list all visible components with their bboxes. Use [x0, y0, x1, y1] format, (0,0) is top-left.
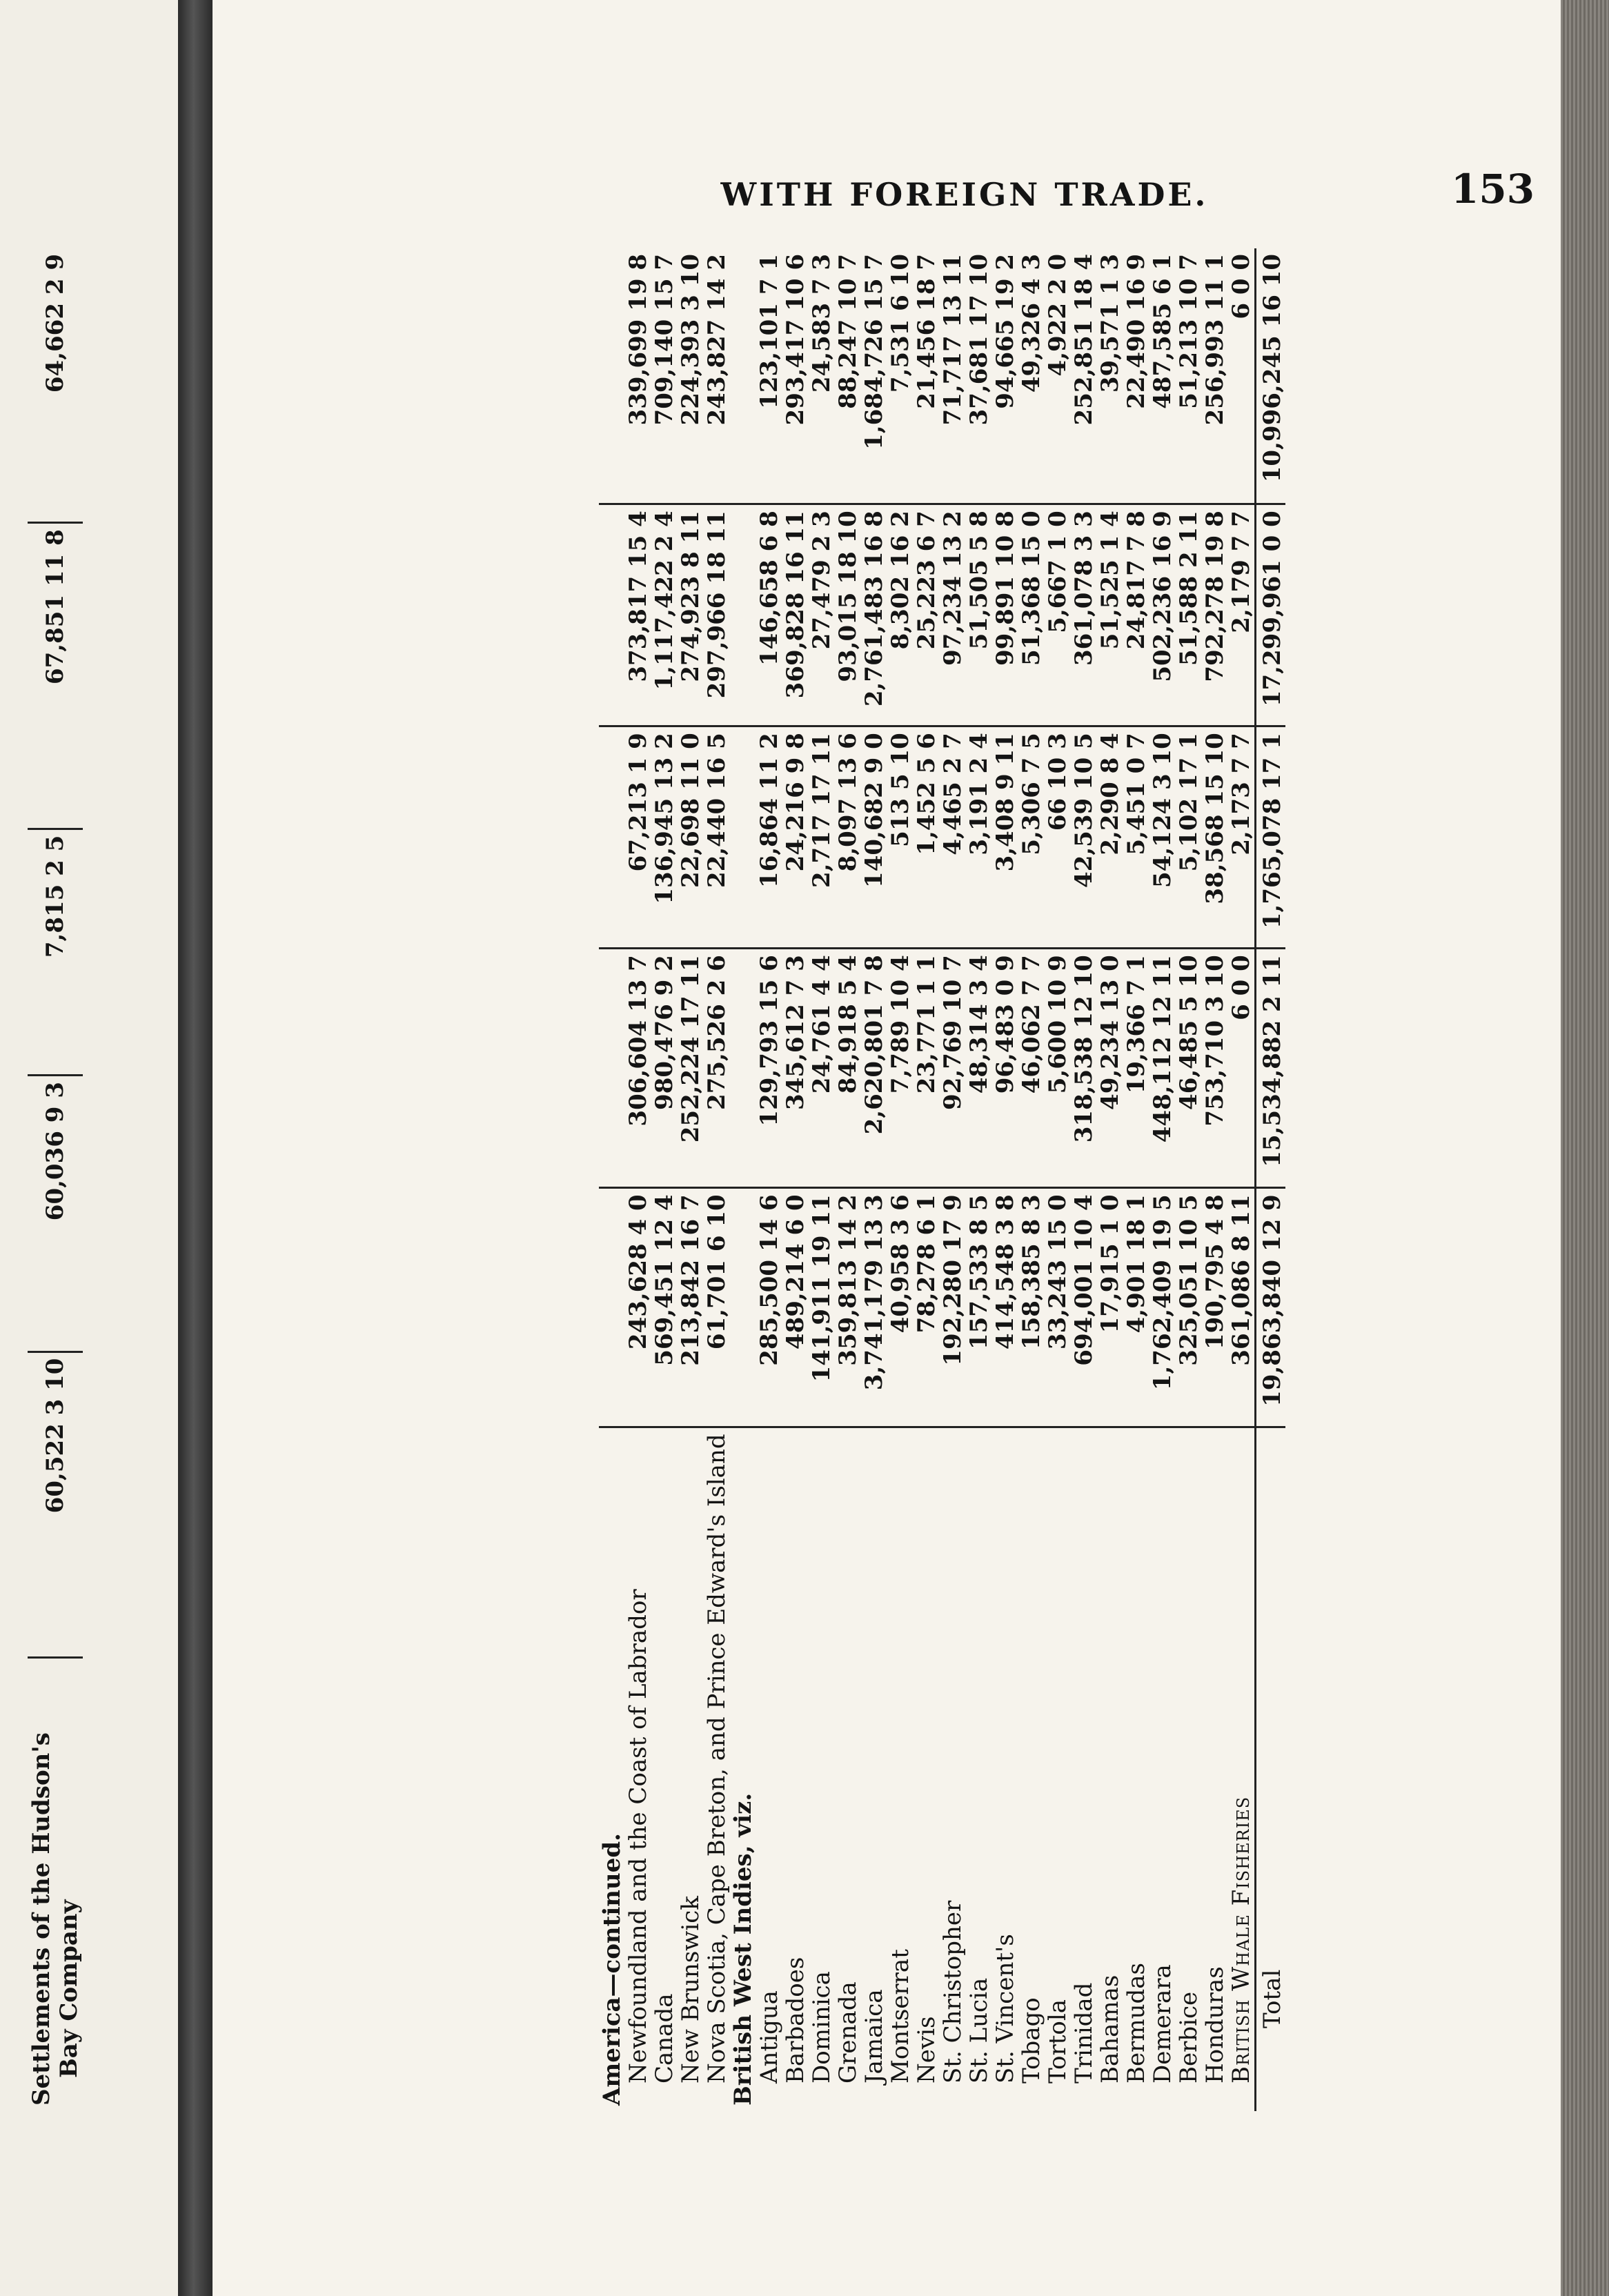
row-label: Berbice [1175, 1991, 1203, 2084]
row-value-c4: 99,891 10 8 [992, 504, 1018, 726]
row-value-c1: 17,915 1 0 [1097, 1188, 1123, 1427]
row-value-c4: 97,234 13 2 [940, 504, 966, 726]
row-label: Montserrat [887, 1949, 914, 2084]
blank-cell [730, 726, 756, 949]
trade-table [599, 248, 1285, 2111]
table-row [651, 248, 678, 2111]
row-value-c4: 369,828 16 11 [782, 504, 809, 726]
row-value-c5: 487,585 6 1 [1149, 248, 1176, 504]
row-label: St. Christopher [939, 1900, 967, 2084]
row-value-c4: 51,525 1 4 [1097, 504, 1123, 726]
table-row [1228, 248, 1256, 2111]
row-value-c3: 140,682 9 0 [861, 726, 887, 949]
row-value-c4: 297,966 18 11 [704, 504, 730, 726]
left-row-label [28, 1658, 83, 2112]
table-row [1149, 248, 1176, 2111]
row-value-c2: 275,526 2 6 [704, 949, 730, 1188]
page-number: 153 [1451, 166, 1535, 212]
row-value-c4: 1,117,422 2 4 [651, 504, 678, 726]
row-value-c2: 129,793 15 6 [756, 949, 782, 1188]
right-page [213, 0, 1581, 2296]
row-value-c5: 37,681 17 10 [966, 248, 992, 504]
row-value-c2: 48,314 3 4 [966, 949, 992, 1188]
row-value-c5: 22,490 16 9 [1123, 248, 1149, 504]
row-value-c5: 88,247 10 7 [835, 248, 861, 504]
table-row [1202, 248, 1228, 2111]
row-value-c1: 325,051 10 5 [1176, 1188, 1202, 1427]
row-value-c4: 51,505 5 8 [966, 504, 992, 726]
row-value-c5: 7,531 6 10 [887, 248, 914, 504]
page-header-title: WITH FOREIGN TRADE. [720, 176, 1209, 213]
row-value-c5: 709,140 15 7 [651, 248, 678, 504]
blank-cell [599, 1188, 625, 1427]
row-value-c2: 24,761 4 4 [809, 949, 835, 1188]
row-value-c2: 448,112 12 11 [1149, 949, 1176, 1188]
row-value-c3: 1,765,078 17 1 [1256, 726, 1286, 949]
row-value-c5: 51,213 10 7 [1176, 248, 1202, 504]
page-edge [1561, 0, 1609, 2296]
row-value-c5: 293,417 10 6 [782, 248, 809, 504]
row-value-c5: 6 0 0 [1228, 248, 1256, 504]
row-value-c4: 146,658 6 8 [756, 504, 782, 726]
row-value-c3: 66 10 3 [1045, 726, 1071, 949]
row-value-c2: 92,769 10 7 [940, 949, 966, 1188]
row-label: New Brunswick [677, 1896, 704, 2084]
table-row [966, 248, 992, 2111]
blank-cell [730, 1188, 756, 1427]
row-value-c2: 5,600 10 9 [1045, 949, 1071, 1188]
row-value-c4: 24,817 7 8 [1123, 504, 1149, 726]
row-value-c3: 136,945 13 2 [651, 726, 678, 949]
row-value-c2: 2,620,801 7 8 [861, 949, 887, 1188]
row-value-c4: 2,179 7 7 [1228, 504, 1256, 726]
table-row [1123, 248, 1149, 2111]
row-label: Tortola [1044, 1999, 1072, 2084]
blank-cell [730, 949, 756, 1188]
row-value-c5: 224,393 3 10 [678, 248, 704, 504]
row-value-c4: 2,761,483 16 8 [861, 504, 887, 726]
section-america [599, 248, 625, 2111]
row-value-c3: 5,102 17 1 [1176, 726, 1202, 949]
table-row [625, 248, 651, 2111]
row-value-c1: 359,813 14 2 [835, 1188, 861, 1427]
row-value-c5: 256,993 11 1 [1202, 248, 1228, 504]
row-value-c4: 373,817 15 4 [625, 504, 651, 726]
row-label: Jamaica [860, 1989, 888, 2084]
row-value-c2: 345,612 7 3 [782, 949, 809, 1188]
row-value-c1: 285,500 14 6 [756, 1188, 782, 1427]
row-value-c1: 40,958 3 6 [887, 1188, 914, 1427]
left-value-5: 64,662 2 9 [28, 248, 83, 523]
section-label-west-indies: British West Indies, viz. [729, 1792, 757, 2106]
table-row [835, 248, 861, 2111]
section-label-america: America—continued. [598, 1833, 626, 2106]
row-value-c3: 2,717 17 11 [809, 726, 835, 949]
left-value-2: 60,036 9 3 [28, 1076, 83, 1352]
row-value-c1: 243,628 4 0 [625, 1188, 651, 1427]
row-value-c3: 24,216 9 8 [782, 726, 809, 949]
blank-cell [599, 504, 625, 726]
table-row [704, 248, 730, 2111]
row-value-c3: 1,452 5 6 [914, 726, 940, 949]
section-west-indies [730, 248, 756, 2111]
row-value-c1: 190,795 4 8 [1202, 1188, 1228, 1427]
book-gutter [178, 0, 213, 2296]
row-value-c4: 27,479 2 3 [809, 504, 835, 726]
row-value-c3: 3,408 9 11 [992, 726, 1018, 949]
row-value-c2: 96,483 0 9 [992, 949, 1018, 1188]
blank-cell [730, 248, 756, 504]
row-value-c5: 21,456 18 7 [914, 248, 940, 504]
table-row [1071, 248, 1097, 2111]
row-value-c2: 6 0 0 [1228, 949, 1256, 1188]
row-value-c2: 49,234 13 0 [1097, 949, 1123, 1188]
row-value-c5: 123,101 7 1 [756, 248, 782, 504]
row-value-c3: 54,124 3 10 [1149, 726, 1176, 949]
row-value-c5: 49,326 4 3 [1018, 248, 1045, 504]
row-value-c4: 8,302 16 2 [887, 504, 914, 726]
table-row [861, 248, 887, 2111]
row-value-c3: 38,568 15 10 [1202, 726, 1228, 949]
row-value-c4: 93,015 18 10 [835, 504, 861, 726]
row-label: British Whale Fisheries [1227, 1796, 1255, 2084]
row-value-c1: 158,385 8 3 [1018, 1188, 1045, 1427]
table-row [678, 248, 704, 2111]
row-label: Tobago [1018, 1997, 1045, 2084]
row-value-c3: 2,290 8 4 [1097, 726, 1123, 949]
row-label: Nova Scotia, Cape Breton, and Prince Edward's Island [703, 1434, 731, 2084]
row-value-c4: 502,236 16 9 [1149, 504, 1176, 726]
row-value-c1: 157,533 8 5 [966, 1188, 992, 1427]
row-value-c2: 46,485 5 10 [1176, 949, 1202, 1188]
row-label: Canada [651, 1993, 678, 2084]
blank-cell [599, 726, 625, 949]
row-value-c1: 489,214 6 0 [782, 1188, 809, 1427]
row-value-c4: 361,078 3 3 [1071, 504, 1097, 726]
row-value-c1: 3,741,179 13 3 [861, 1188, 887, 1427]
row-value-c2: 306,604 13 7 [625, 949, 651, 1188]
row-value-c5: 243,827 14 2 [704, 248, 730, 504]
row-value-c4: 25,223 6 7 [914, 504, 940, 726]
row-label: St. Vincent's [991, 1934, 1019, 2084]
row-label: Honduras [1201, 1966, 1229, 2084]
rotated-trade-table [599, 248, 1517, 2111]
row-value-c5: 1,684,726 15 7 [861, 248, 887, 504]
row-value-c3: 2,173 7 7 [1228, 726, 1256, 949]
row-label: Total [1256, 1427, 1286, 2111]
row-value-c3: 16,864 11 2 [756, 726, 782, 949]
table-row [1176, 248, 1202, 2111]
row-value-c1: 213,842 16 7 [678, 1188, 704, 1427]
row-value-c3: 5,451 0 7 [1123, 726, 1149, 949]
table-row [940, 248, 966, 2111]
row-value-c5: 252,851 18 4 [1071, 248, 1097, 504]
row-label: Trinidad [1070, 1982, 1098, 2084]
row-label: Bermudas [1123, 1963, 1150, 2084]
row-value-c5: 339,699 19 8 [625, 248, 651, 504]
row-value-c1: 78,278 6 1 [914, 1188, 940, 1427]
row-value-c2: 753,710 3 10 [1202, 949, 1228, 1188]
row-value-c1: 1,762,409 19 5 [1149, 1188, 1176, 1427]
row-value-c2: 252,224 17 11 [678, 949, 704, 1188]
row-value-c3: 42,539 10 5 [1071, 726, 1097, 949]
row-value-c4: 792,278 19 8 [1202, 504, 1228, 726]
row-label: Barbadoes [782, 1957, 809, 2084]
blank-cell [599, 949, 625, 1188]
row-value-c4: 51,368 15 0 [1018, 504, 1045, 726]
table-row [1045, 248, 1071, 2111]
row-value-c5: 4,922 2 0 [1045, 248, 1071, 504]
row-value-c2: 84,918 5 4 [835, 949, 861, 1188]
left-value-1: 60,522 3 10 [28, 1352, 83, 1657]
table-row [914, 248, 940, 2111]
row-value-c1: 192,280 17 9 [940, 1188, 966, 1427]
blank-cell [730, 504, 756, 726]
row-value-c3: 8,097 13 6 [835, 726, 861, 949]
row-value-c4: 17,299,961 0 0 [1256, 504, 1286, 726]
row-value-c1: 33,243 15 0 [1045, 1188, 1071, 1427]
row-label: Antigua [756, 1990, 783, 2084]
table-row [782, 248, 809, 2111]
row-value-c2: 46,062 7 7 [1018, 949, 1045, 1188]
row-value-c2: 23,771 1 1 [914, 949, 940, 1188]
table-row [1018, 248, 1045, 2111]
row-value-c1: 4,901 18 1 [1123, 1188, 1149, 1427]
row-label: Grenada [834, 1981, 862, 2084]
row-value-c5: 39,571 1 3 [1097, 248, 1123, 504]
left-page-fragment [0, 0, 178, 2296]
row-value-c2: 980,476 9 2 [651, 949, 678, 1188]
row-label: Nevis [913, 2016, 940, 2084]
table-row [992, 248, 1018, 2111]
left-value-3: 7,815 2 5 [28, 829, 83, 1075]
left-value-4: 67,851 11 8 [28, 523, 83, 829]
row-value-c5: 94,665 19 2 [992, 248, 1018, 504]
row-label: Demerara [1149, 1964, 1176, 2084]
row-value-c3: 5,306 7 5 [1018, 726, 1045, 949]
row-label: Bahamas [1096, 1975, 1124, 2084]
row-label: Dominica [808, 1971, 836, 2084]
left-row-label-line2: Bay Company [55, 1899, 83, 2078]
row-value-c3: 22,440 16 5 [704, 726, 730, 949]
row-value-c5: 10,996,245 16 10 [1256, 248, 1286, 504]
row-value-c3: 67,213 1 9 [625, 726, 651, 949]
row-value-c1: 61,701 6 10 [704, 1188, 730, 1427]
row-label: St. Lucia [965, 1977, 993, 2084]
row-value-c1: 694,001 10 4 [1071, 1188, 1097, 1427]
row-value-c1: 414,548 3 8 [992, 1188, 1018, 1427]
table-row [1256, 248, 1286, 2111]
row-value-c3: 4,465 2 7 [940, 726, 966, 949]
row-label: Newfoundland and the Coast of Labrador [624, 1589, 652, 2084]
row-value-c5: 71,717 13 11 [940, 248, 966, 504]
table-row [1097, 248, 1123, 2111]
table-row [887, 248, 914, 2111]
table-row [809, 248, 835, 2111]
row-value-c4: 5,667 1 0 [1045, 504, 1071, 726]
row-value-c2: 318,538 12 10 [1071, 949, 1097, 1188]
left-row-label-line1: Settlements of the Hudson's [28, 1732, 55, 2106]
row-value-c4: 274,923 8 11 [678, 504, 704, 726]
row-value-c3: 513 5 10 [887, 726, 914, 949]
row-value-c1: 569,451 12 4 [651, 1188, 678, 1427]
left-page-row [28, 248, 166, 2111]
blank-cell [599, 248, 625, 504]
row-value-c2: 7,789 10 4 [887, 949, 914, 1188]
row-value-c1: 361,086 8 11 [1228, 1188, 1256, 1427]
table-row [756, 248, 782, 2111]
row-value-c1: 19,863,840 12 9 [1256, 1188, 1286, 1427]
row-value-c2: 19,366 7 1 [1123, 949, 1149, 1188]
row-value-c1: 141,911 19 11 [809, 1188, 835, 1427]
row-value-c2: 15,534,882 2 11 [1256, 949, 1286, 1188]
row-value-c3: 3,191 2 4 [966, 726, 992, 949]
row-value-c3: 22,698 11 0 [678, 726, 704, 949]
row-value-c4: 51,588 2 11 [1176, 504, 1202, 726]
row-value-c5: 24,583 7 3 [809, 248, 835, 504]
